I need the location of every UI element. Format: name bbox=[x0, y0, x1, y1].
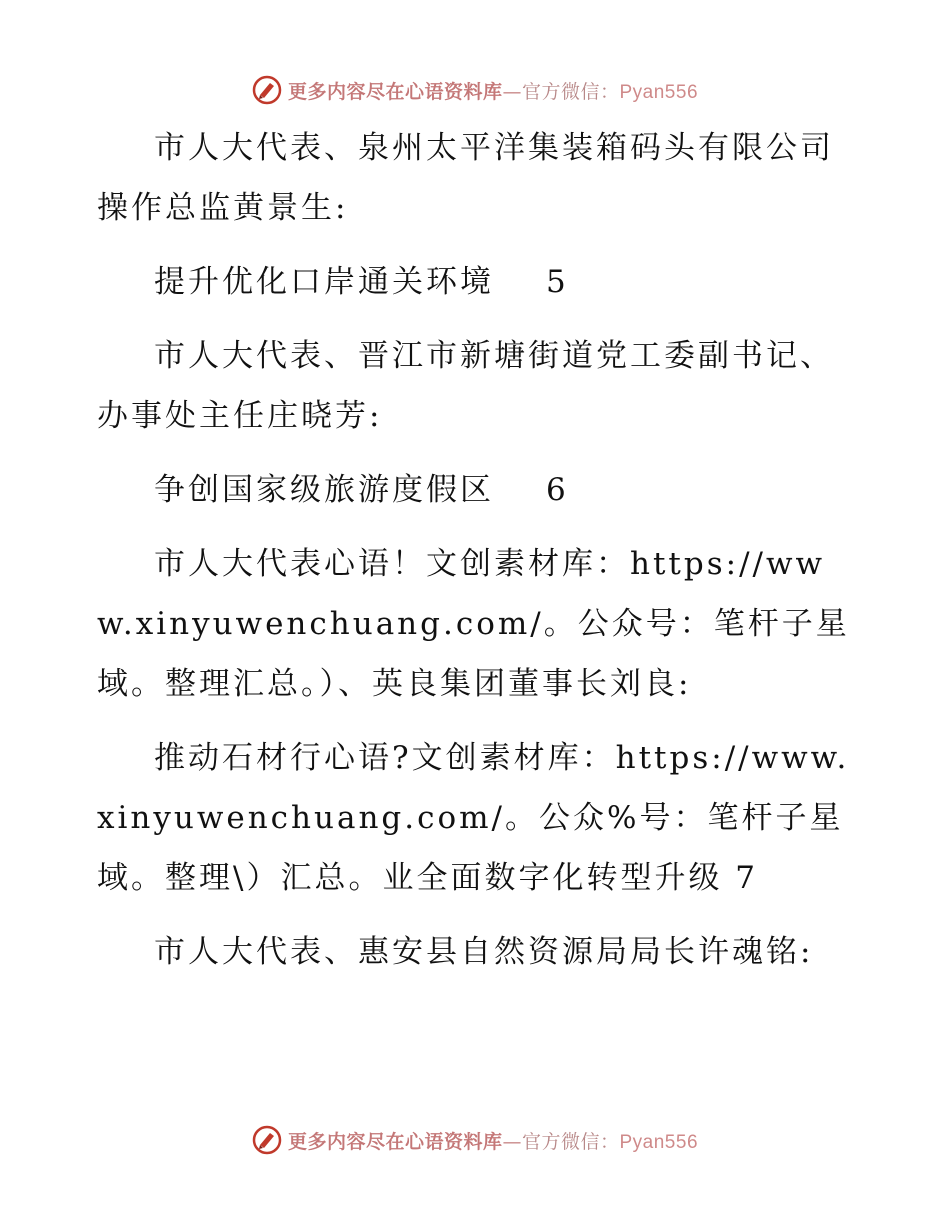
toc-page-number: 6 bbox=[546, 472, 569, 508]
header-banner bbox=[0, 70, 950, 110]
pen-logo-icon bbox=[252, 1125, 282, 1155]
toc-entry bbox=[97, 252, 857, 312]
banner-main-text: 更多内容尽在心语资料库 bbox=[287, 80, 503, 103]
toc-title: 争创国家级旅游度假区 bbox=[154, 472, 494, 508]
toc-page-number: 5 bbox=[546, 264, 569, 300]
banner-wechat-id: Pyan556 bbox=[619, 81, 699, 103]
pen-logo-icon bbox=[252, 75, 282, 105]
paragraph-topic: 推动石材行心语?文创素材库：https://www.xinyuwenchuang.com/。公众%号：笔杆子星域。整理\）汇总。业全面数字化转型升级 7 bbox=[97, 740, 850, 896]
banner-separator: — bbox=[502, 80, 522, 103]
toc-title: 提升优化口岸通关环境 bbox=[154, 264, 494, 300]
banner-separator: — bbox=[502, 1130, 522, 1153]
document-body bbox=[97, 118, 857, 996]
banner-wechat-label: 官方微信： bbox=[521, 1130, 620, 1153]
paragraph-speaker: 市人大代表、惠安县自然资源局局长许魂铭: bbox=[154, 934, 814, 970]
paragraph-speaker: 市人大代表、晋江市新塘街道党工委副书记、办事处主任庄晓芳: bbox=[97, 338, 834, 434]
footer-banner bbox=[0, 1120, 950, 1160]
banner-wechat-label: 官方微信： bbox=[521, 80, 620, 103]
banner-main-text: 更多内容尽在心语资料库 bbox=[287, 1130, 503, 1153]
toc-entry bbox=[97, 460, 857, 520]
paragraph-speaker: 市人大代表心语！文创素材库：https://www.xinyuwenchuang.com/。公众号：笔杆子星域。整理汇总。）、英良集团董事长刘良: bbox=[97, 546, 850, 702]
banner-wechat-id: Pyan556 bbox=[619, 1131, 699, 1153]
paragraph-speaker: 市人大代表、泉州太平洋集装箱码头有限公司操作总监黄景生: bbox=[97, 130, 834, 226]
